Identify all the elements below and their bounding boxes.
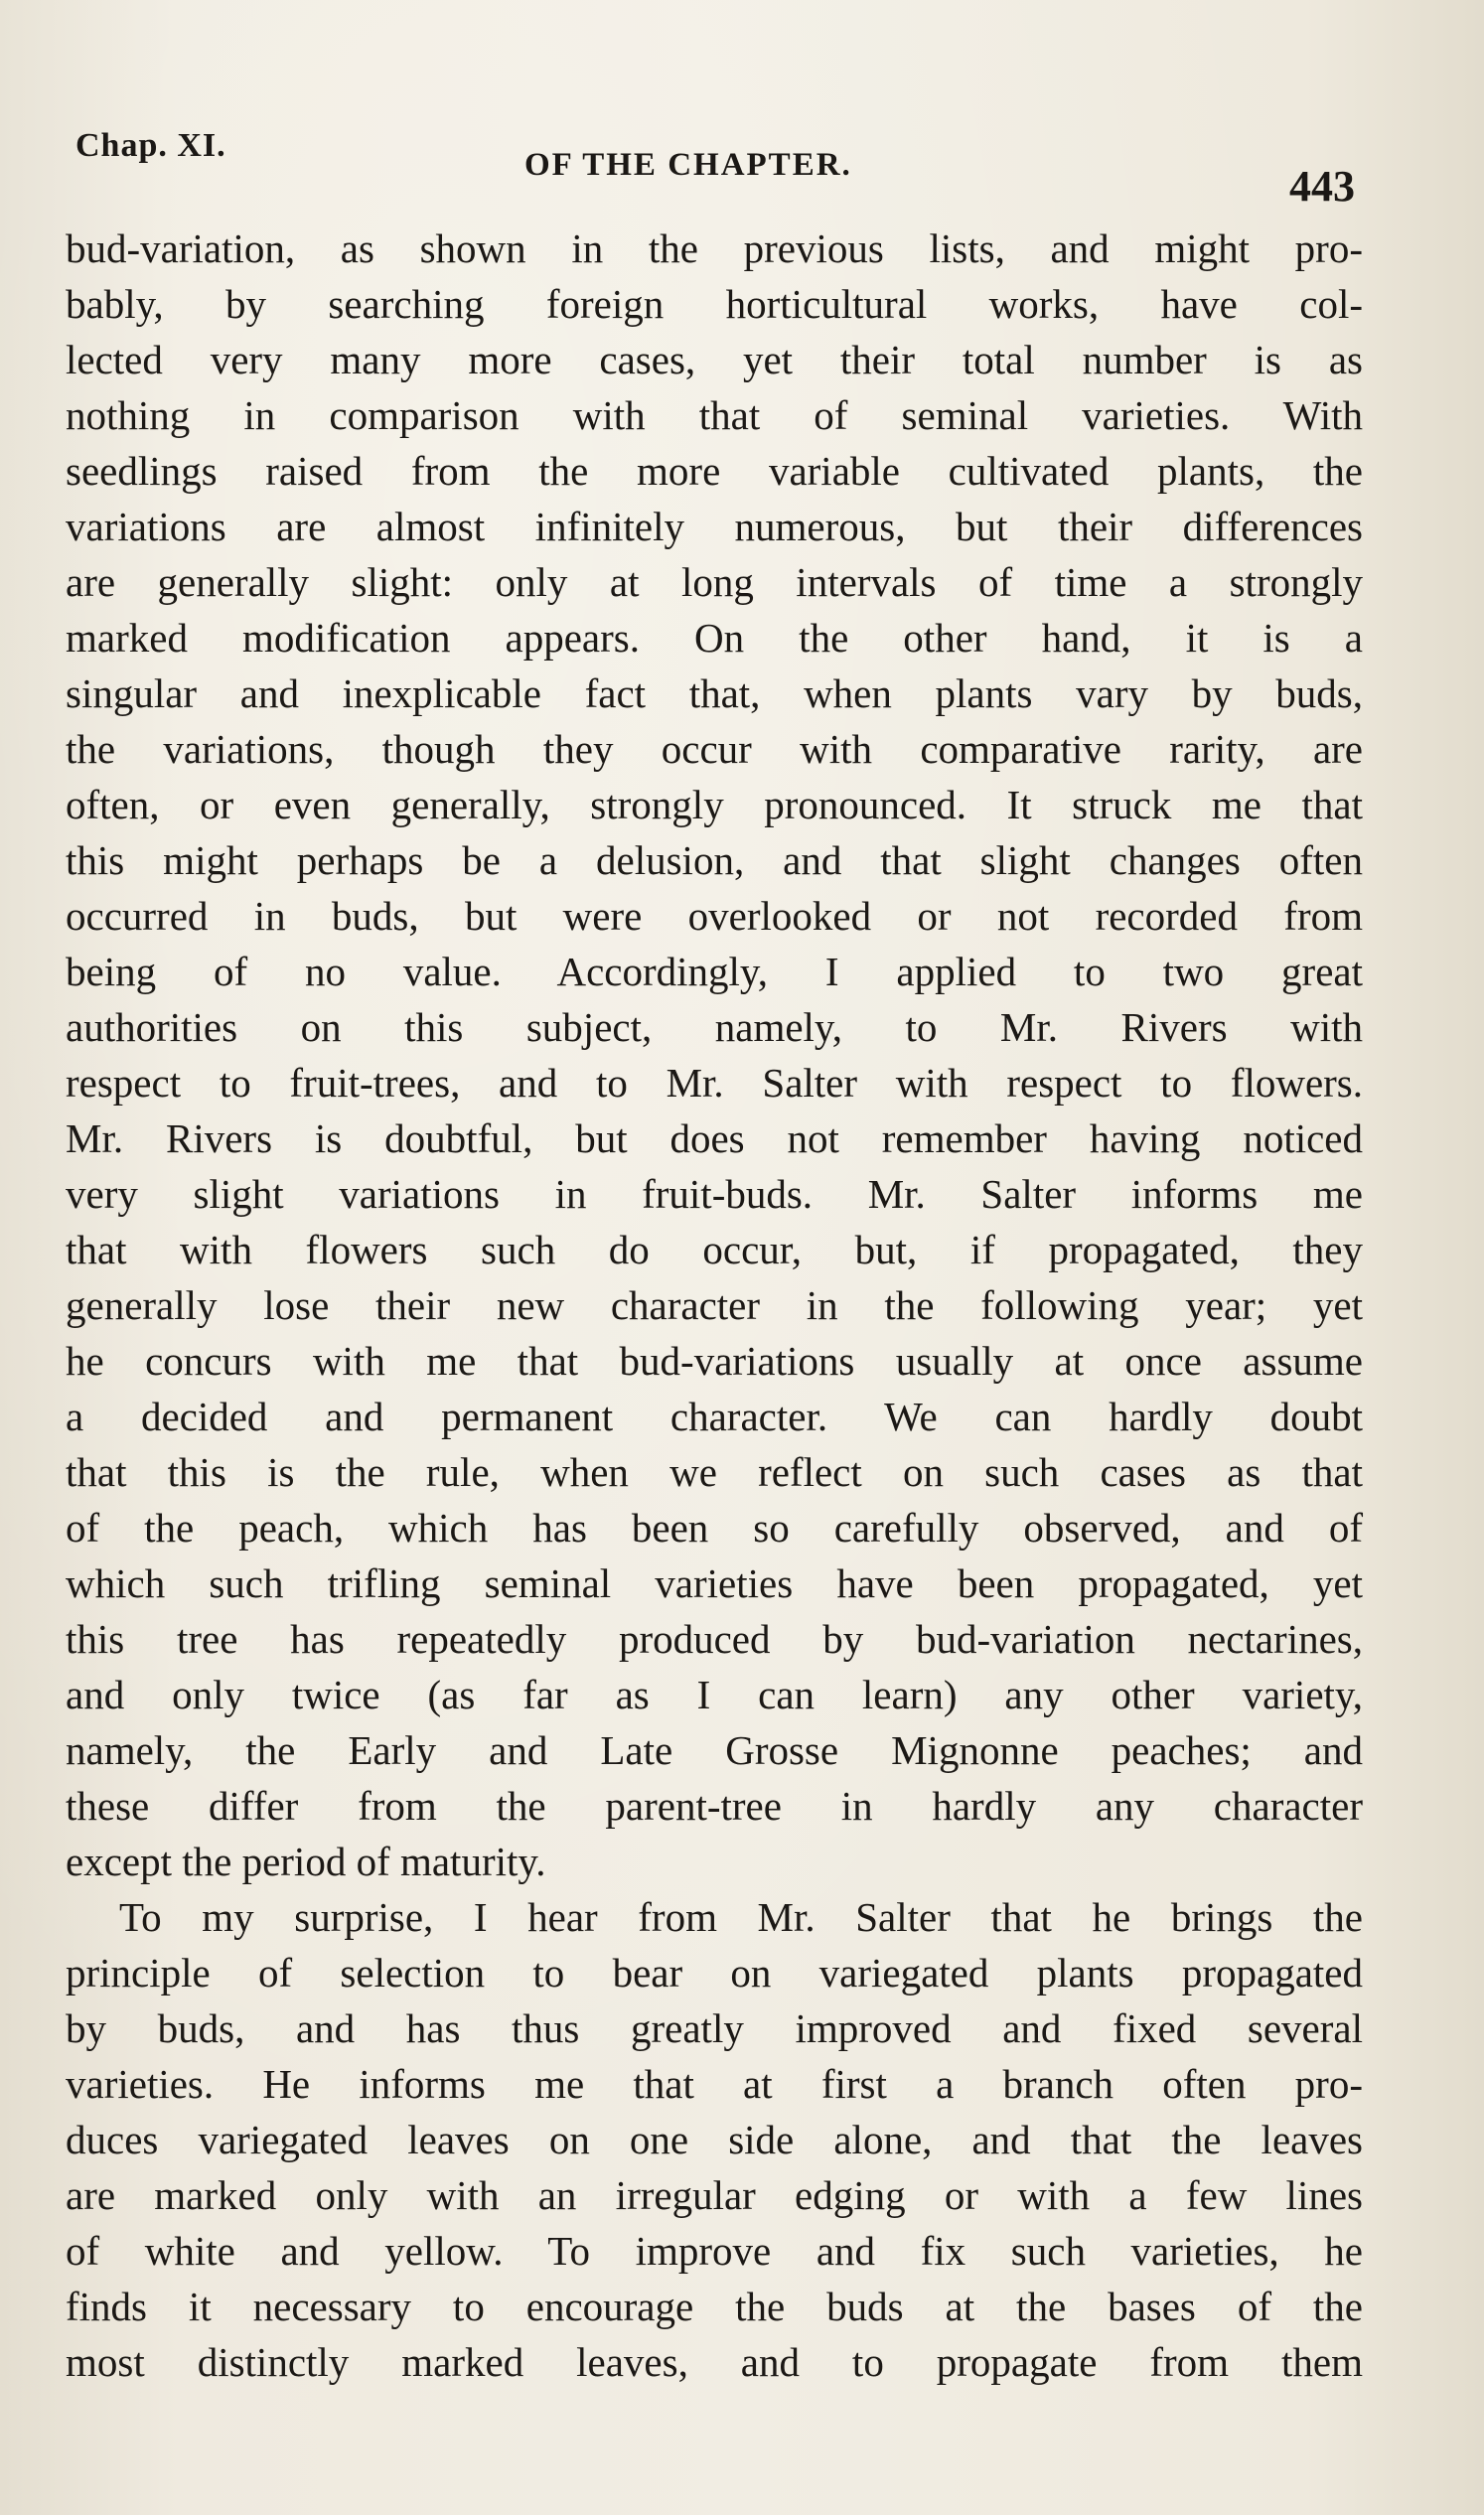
text-line: variations are almost infinitely numerous, but their differences (66, 504, 1363, 549)
text-line: and only twice (as far as I can learn) any other variety, (66, 1672, 1363, 1717)
text-line: singular and inexplicable fact that, when plants vary by buds, (66, 670, 1363, 716)
text-line: are generally slight: only at long intervals of time a strongly (66, 559, 1363, 605)
text-line: except the period of maturity. (66, 1839, 546, 1884)
text-line: very slight variations in fruit-buds. Mr. Salter informs me (66, 1171, 1363, 1217)
text-line: are marked only with an irregular edging or with a few lines (66, 2172, 1363, 2218)
text-line: authorities on this subject, namely, to Mr. Rivers with (66, 1004, 1363, 1050)
text-line: this tree has repeatedly produced by bud-variation nectarines, (66, 1616, 1363, 1662)
chapter-label: Chap. XI. (75, 127, 226, 164)
text-line: To my surprise, I hear from Mr. Salter that he brings the (119, 1894, 1363, 1940)
text-line: which such trifling seminal varieties have been propagated, yet (66, 1560, 1363, 1606)
text-line: being of no value. Accordingly, I applied to two great (66, 949, 1363, 994)
text-line: most distinctly marked leaves, and to propagate from them (66, 2339, 1363, 2385)
paragraph (66, 1889, 1363, 2390)
text-line: Mr. Rivers is doubtful, but does not remember having noticed (66, 1115, 1363, 1161)
page-header (75, 127, 1367, 211)
text-line: occurred in buds, but were overlooked or not recorded from (66, 893, 1363, 939)
text-line: bably, by searching foreign horticultural works, have col- (66, 281, 1363, 327)
body-text (66, 221, 1363, 2390)
text-line: duces variegated leaves on one side alone, and that the leaves (66, 2117, 1363, 2162)
text-line: of the peach, which has been so carefully observed, and of (66, 1505, 1363, 1551)
text-line: that this is the rule, when we reflect on such cases as that (66, 1449, 1363, 1495)
text-line: the variations, though they occur with comparative rarity, are (66, 726, 1363, 772)
text-line: varieties. He informs me that at first a branch often pro- (66, 2061, 1363, 2107)
text-line: that with flowers such do occur, but, if propagated, they (66, 1227, 1363, 1272)
text-line: namely, the Early and Late Grosse Mignonne peaches; and (66, 1727, 1363, 1773)
text-line: respect to fruit-trees, and to Mr. Salter with respect to flowers. (66, 1060, 1363, 1106)
text-line: by buds, and has thus greatly improved and fixed several (66, 2005, 1363, 2051)
text-line: this might perhaps be a delusion, and that slight changes often (66, 837, 1363, 883)
text-line: nothing in comparison with that of seminal varieties. With (66, 392, 1363, 438)
paragraph (66, 221, 1363, 1889)
text-line: principle of selection to bear on variegated plants propagated (66, 1950, 1363, 1996)
text-line: of white and yellow. To improve and fix such varieties, he (66, 2228, 1363, 2274)
text-line: marked modification appears. On the other hand, it is a (66, 615, 1363, 661)
text-line: seedlings raised from the more variable cultivated plants, the (66, 448, 1363, 494)
text-line: generally lose their new character in the following year; yet (66, 1282, 1363, 1328)
text-line: a decided and permanent character. We can hardly doubt (66, 1394, 1363, 1439)
text-line: lected very many more cases, yet their total number is as (66, 337, 1363, 382)
text-line: he concurs with me that bud-variations usually at once assume (66, 1338, 1363, 1384)
text-line: finds it necessary to encourage the buds at the bases of the (66, 2284, 1363, 2329)
page-number: 443 (1289, 162, 1355, 211)
text-line: often, or even generally, strongly pronounced. It struck me that (66, 782, 1363, 827)
running-title: OF THE CHAPTER. (524, 147, 852, 183)
text-line: bud-variation, as shown in the previous lists, and might pro- (66, 225, 1363, 271)
text-line: these differ from the parent-tree in hardly any character (66, 1783, 1363, 1829)
